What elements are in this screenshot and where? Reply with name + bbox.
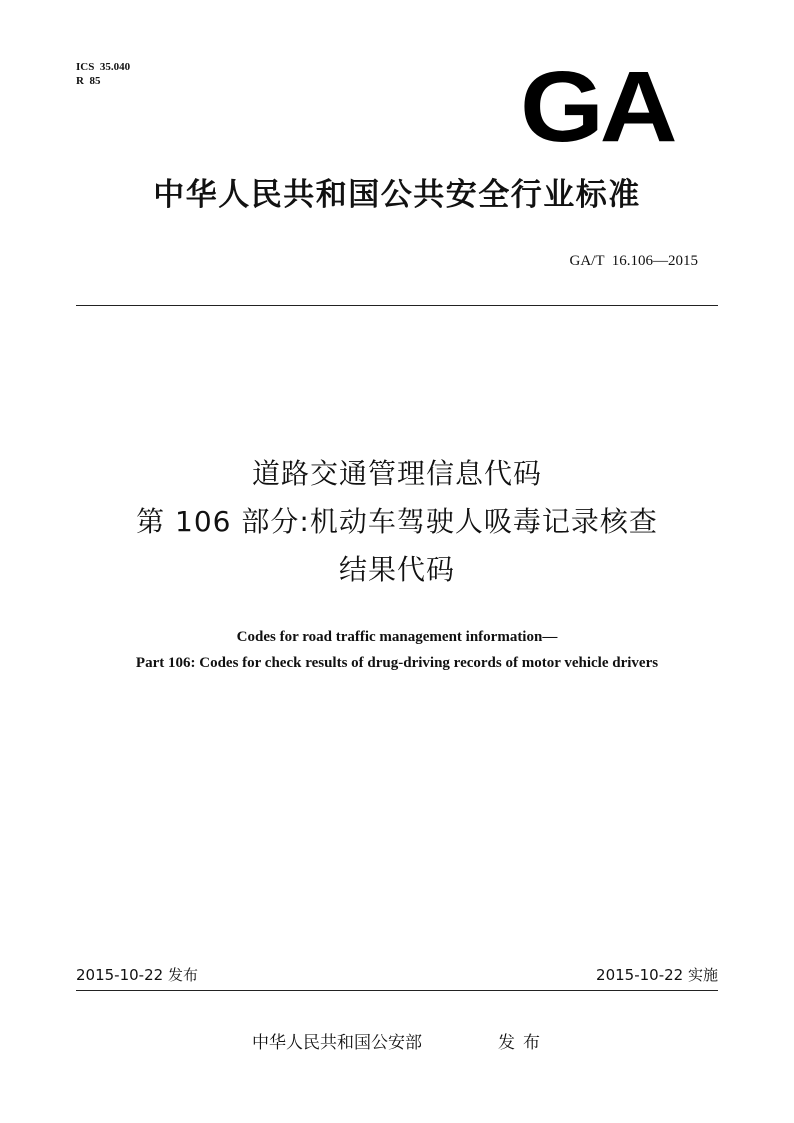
ga-logo: GA — [520, 51, 674, 163]
ics-code: ICS 35.040 — [76, 61, 131, 73]
standard-number: GA/T 16.106—2015 — [569, 253, 698, 269]
top-divider — [76, 305, 718, 306]
ics-classification-block — [76, 60, 130, 88]
chinese-title-line-1: 道路交通管理信息代码 — [251, 457, 542, 490]
issuing-action: 发布 — [498, 1033, 548, 1053]
chinese-title-line-2: 第 106 部分:机动车驾驶人吸毒记录核查 — [136, 505, 658, 538]
chinese-title-line-3: 结果代码 — [338, 553, 455, 586]
standard-category-heading: 中华人民共和国公共安全行业标准 — [153, 177, 641, 213]
english-title-line-2: Part 106: Codes for check results of drug-driving records of motor vehicle drivers — [135, 655, 659, 671]
effective-date: 2015-10-22 实施 — [596, 966, 718, 984]
english-title-line-1: Codes for road traffic management information— — [236, 629, 558, 645]
release-date: 2015-10-22 发布 — [76, 966, 198, 984]
ccs-code: R 85 — [76, 75, 101, 87]
issuing-authority: 中华人民共和国公安部 — [252, 1033, 422, 1053]
chinese-title — [0, 450, 794, 594]
bottom-divider — [76, 990, 718, 991]
english-title — [0, 624, 794, 676]
